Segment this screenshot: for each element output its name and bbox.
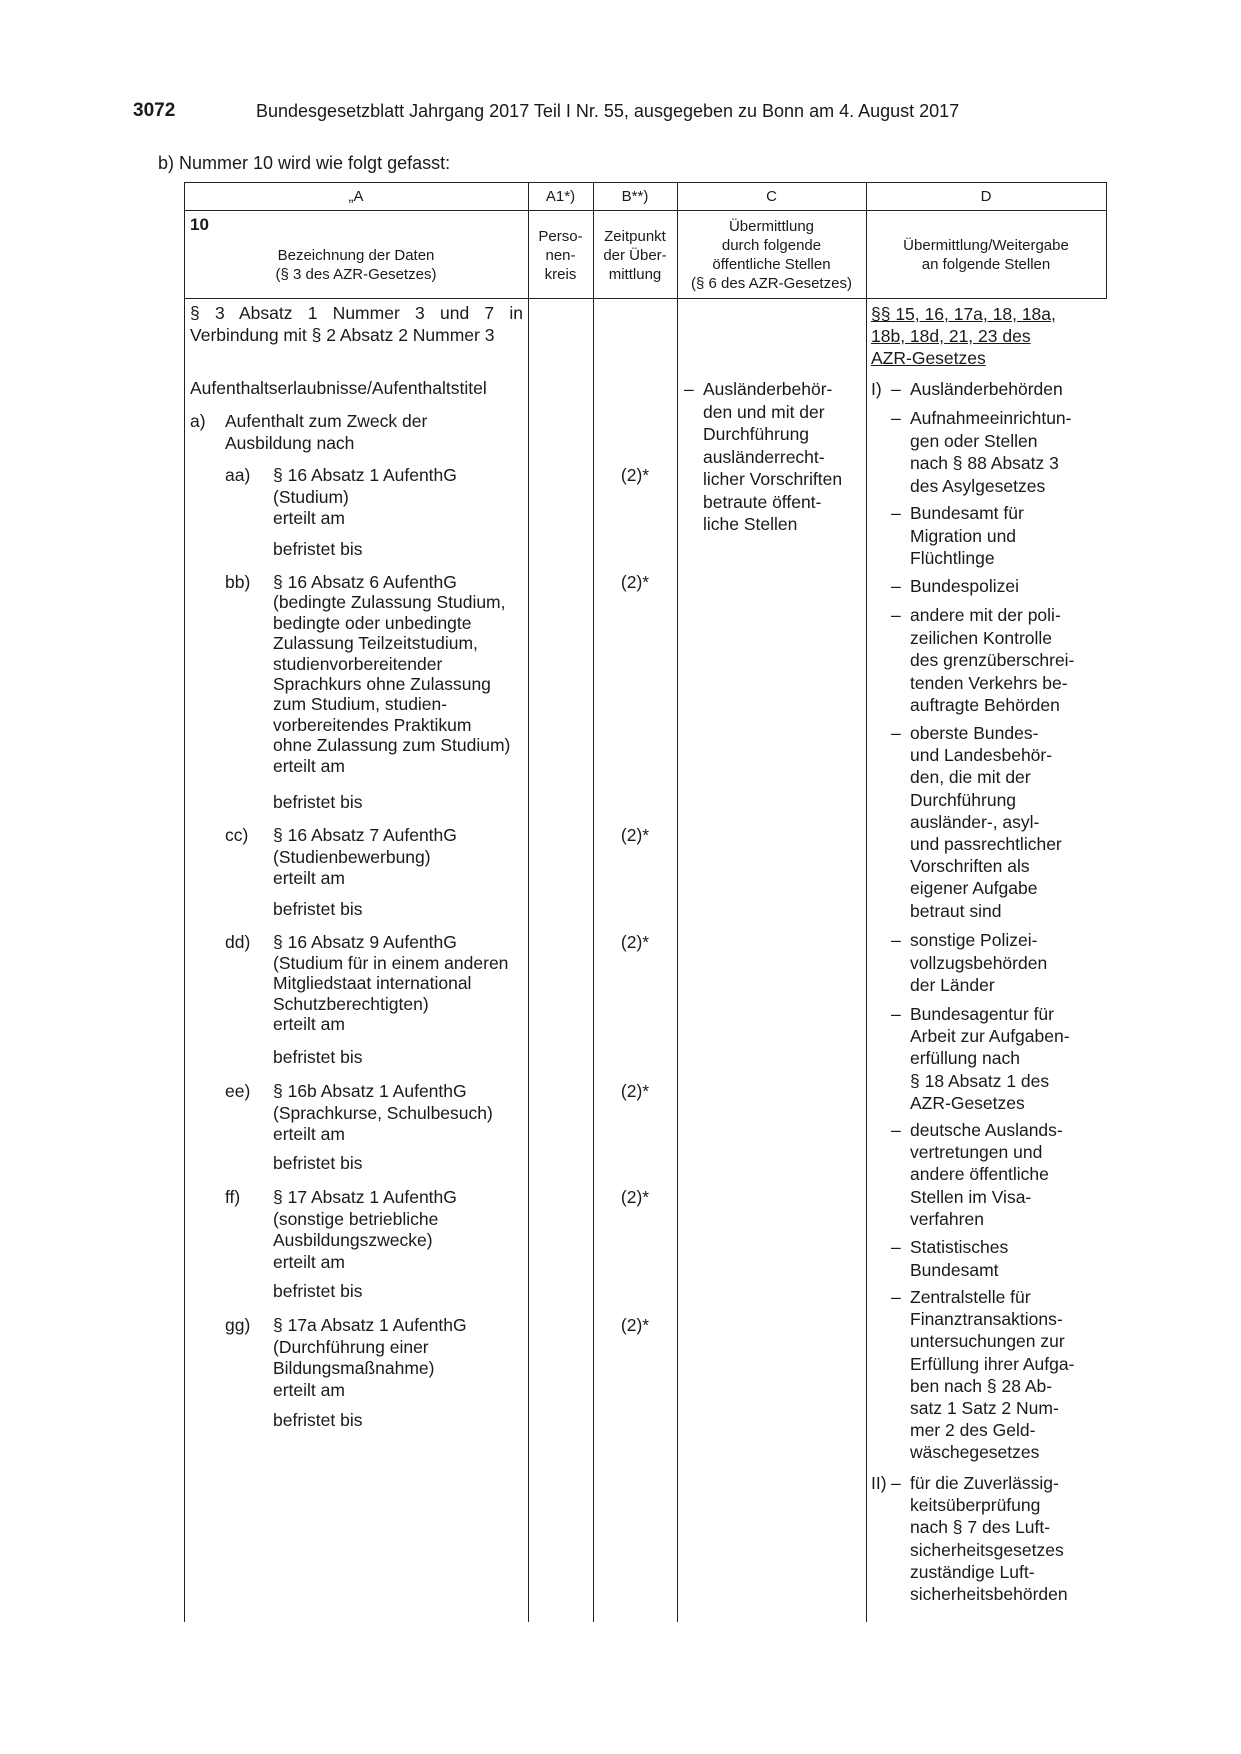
column-header-a1: A1*) xyxy=(545,188,576,205)
transmission-time: (2)* xyxy=(620,1187,650,1207)
list-dash: – xyxy=(891,1004,901,1024)
group-label-2: II) xyxy=(871,1473,887,1493)
data-category-title: Aufenthaltserlaubnisse/Aufenthaltstitel xyxy=(190,378,487,398)
item-a-line: Aufenthalt zum Zweck der xyxy=(225,411,428,431)
item-a-text xyxy=(225,411,427,454)
entry-text xyxy=(273,1187,457,1273)
transmitting-bodies-line: licher Vorschriften xyxy=(703,469,843,489)
entry-line: erteilt am xyxy=(273,1014,345,1034)
item-a-line: Ausbildung nach xyxy=(225,432,355,453)
list-dash: – xyxy=(891,605,901,625)
subheader-c-line: (§ 6 des AZR-Gesetzes) xyxy=(691,275,852,292)
entry-label: ee) xyxy=(225,1081,251,1101)
subheader-a1 xyxy=(528,227,593,284)
list-dash: – xyxy=(891,723,901,743)
subheader-a-line: Bezeichnung der Daten xyxy=(277,247,435,264)
subheader-a1-line: nen- xyxy=(545,247,576,264)
list-dash: – xyxy=(891,408,901,428)
entry-line: § 16 Absatz 9 AufenthG xyxy=(273,932,457,952)
subheader-a1-line: kreis xyxy=(544,266,577,283)
entry-expiry: befristet bis xyxy=(273,1410,363,1430)
entry-label: cc) xyxy=(225,825,249,845)
entry-label: gg) xyxy=(225,1315,251,1335)
subheader-c-line: öffentliche Stellen xyxy=(712,256,831,273)
entry-text xyxy=(273,932,508,1035)
column-header-c: C xyxy=(766,188,777,205)
subheader-b-line: Zeitpunkt xyxy=(604,228,666,245)
entry-line: Sprachkurs ohne Zulassung xyxy=(273,674,491,695)
entry-label: ff) xyxy=(225,1187,241,1207)
transmission-time: (2)* xyxy=(620,1081,650,1101)
entry-line: (Studium) xyxy=(273,486,349,507)
entry-line: zum Studium, studien- xyxy=(273,694,448,715)
subheader-d-line: Übermittlung/Weitergabe xyxy=(903,237,1069,254)
group-label-1: I) xyxy=(871,379,882,399)
entry-line: erteilt am xyxy=(273,868,345,888)
entry-line: (bedingte Zulassung Studium, xyxy=(273,592,506,613)
transmission-time: (2)* xyxy=(620,572,650,592)
list-dash: – xyxy=(891,930,901,950)
entry-text xyxy=(273,1315,467,1401)
transmission-time: (2)* xyxy=(620,825,650,845)
entry-line: Zulassung Teilzeitstudium, xyxy=(273,633,478,654)
recipient-reference-line: 18b, 18d, 21, 23 des xyxy=(871,326,1031,346)
subheader-d xyxy=(866,236,1106,274)
column-header-d: D xyxy=(980,188,992,205)
list-dash: – xyxy=(891,1287,901,1307)
subheader-c xyxy=(677,217,866,293)
legal-reference-line: Verbindung mit § 2 Absatz 2 Nummer 3 xyxy=(190,324,495,345)
entry-line: erteilt am xyxy=(273,1124,345,1144)
recipient-reference-line: AZR-Gesetzes xyxy=(871,348,986,368)
legal-reference-line: § 3 Absatz 1 Nummer 3 und 7 in xyxy=(190,303,523,323)
entry-line: § 17a Absatz 1 AufenthG xyxy=(273,1315,467,1335)
recipient-legal-reference xyxy=(871,303,1056,369)
row-number: 10 xyxy=(190,215,209,234)
subheader-a1-line: Perso- xyxy=(538,228,583,245)
entry-line: (Studienbewerbung) xyxy=(273,846,431,867)
entry-text xyxy=(273,825,457,890)
entry-line: (Sprachkurse, Schulbesuch) xyxy=(273,1102,493,1123)
entry-line: Schutzberechtigten) xyxy=(273,993,429,1014)
transmission-time: (2)* xyxy=(620,932,650,952)
list-dash: – xyxy=(891,503,901,523)
subheader-a-line: (§ 3 des AZR-Gesetzes) xyxy=(275,266,437,283)
entry-line: Bildungsmaßnahme) xyxy=(273,1358,435,1378)
item-a-label: a) xyxy=(190,411,206,431)
subheader-c-line: Übermittlung xyxy=(728,218,815,235)
running-head: Bundesgesetzblatt Jahrgang 2017 Teil I Nr. 55, ausgegeben zu Bonn am 4. August 2017 xyxy=(256,101,960,121)
entry-line: erteilt am xyxy=(273,508,345,528)
entry-expiry: befristet bis xyxy=(273,539,363,559)
subheader-d-line: an folgende Stellen xyxy=(921,256,1051,273)
entry-line: (Studium für in einem anderen xyxy=(273,952,509,973)
entry-line: § 17 Absatz 1 AufenthG xyxy=(273,1187,457,1207)
entry-expiry: befristet bis xyxy=(273,792,363,812)
list-dash: – xyxy=(891,1120,901,1140)
entry-line: § 16b Absatz 1 AufenthG xyxy=(273,1081,467,1101)
entry-label: bb) xyxy=(225,572,251,592)
column-header-a: „A xyxy=(348,188,364,205)
entry-expiry: befristet bis xyxy=(273,1153,363,1173)
entry-text xyxy=(273,465,457,530)
list-dash: – xyxy=(891,1473,901,1493)
entry-line: ohne Zulassung zum Studium) xyxy=(273,735,511,756)
entry-line: (Durchführung einer xyxy=(273,1336,429,1357)
entry-line: erteilt am xyxy=(273,1379,345,1400)
entry-line: erteilt am xyxy=(273,755,345,776)
list-dash: – xyxy=(891,576,901,596)
entry-line: (sonstige betriebliche xyxy=(273,1208,439,1229)
entry-line: bedingte oder unbedingte xyxy=(273,612,472,633)
entry-expiry: befristet bis xyxy=(273,1281,363,1301)
entry-line: erteilt am xyxy=(273,1251,345,1272)
amendment-intro: b) Nummer 10 wird wie folgt gefasst: xyxy=(158,153,451,173)
transmitting-bodies-line: Ausländerbehör- xyxy=(703,379,833,399)
subheader-b-line: der Über- xyxy=(603,247,667,264)
entry-line: Ausbildungszwecke) xyxy=(273,1230,433,1250)
subheader-c-line: durch folgende xyxy=(721,237,822,254)
entry-line: § 16 Absatz 6 AufenthG xyxy=(273,572,457,592)
list-dash: – xyxy=(891,1237,901,1257)
subheader-a xyxy=(184,246,528,284)
entry-line: § 16 Absatz 1 AufenthG xyxy=(273,465,457,485)
entry-label: dd) xyxy=(225,932,251,952)
transmitting-bodies-line: betraute öffent- xyxy=(703,491,822,512)
transmitting-bodies-line: Durchführung xyxy=(703,424,810,444)
legal-reference xyxy=(190,303,523,346)
transmitting-bodies-line: ausländerrecht- xyxy=(703,446,825,467)
entry-text xyxy=(273,572,510,776)
entry-line: Mitgliedstaat international xyxy=(273,973,472,993)
list-dash: – xyxy=(684,379,694,399)
subheader-b-line: mittlung xyxy=(608,266,662,283)
entry-label: aa) xyxy=(225,465,251,485)
column-header-b: B**) xyxy=(621,188,649,205)
entry-expiry: befristet bis xyxy=(273,899,363,919)
list-dash: – xyxy=(891,379,901,399)
subheader-b xyxy=(593,227,677,284)
page-number: 3072 xyxy=(133,100,176,121)
transmitting-bodies-line: liche Stellen xyxy=(703,514,798,534)
entry-line: § 16 Absatz 7 AufenthG xyxy=(273,825,457,845)
recipient-reference-line: §§ 15, 16, 17a, 18, 18a, xyxy=(871,304,1056,324)
transmitting-bodies-line: den und mit der xyxy=(703,401,825,422)
transmission-time: (2)* xyxy=(620,465,650,485)
transmission-time: (2)* xyxy=(620,1315,650,1335)
entry-text xyxy=(273,1081,493,1146)
entry-line: studienvorbereitender xyxy=(273,653,443,674)
entry-line: vorbereitendes Praktikum xyxy=(273,714,472,735)
entry-expiry: befristet bis xyxy=(273,1047,363,1067)
